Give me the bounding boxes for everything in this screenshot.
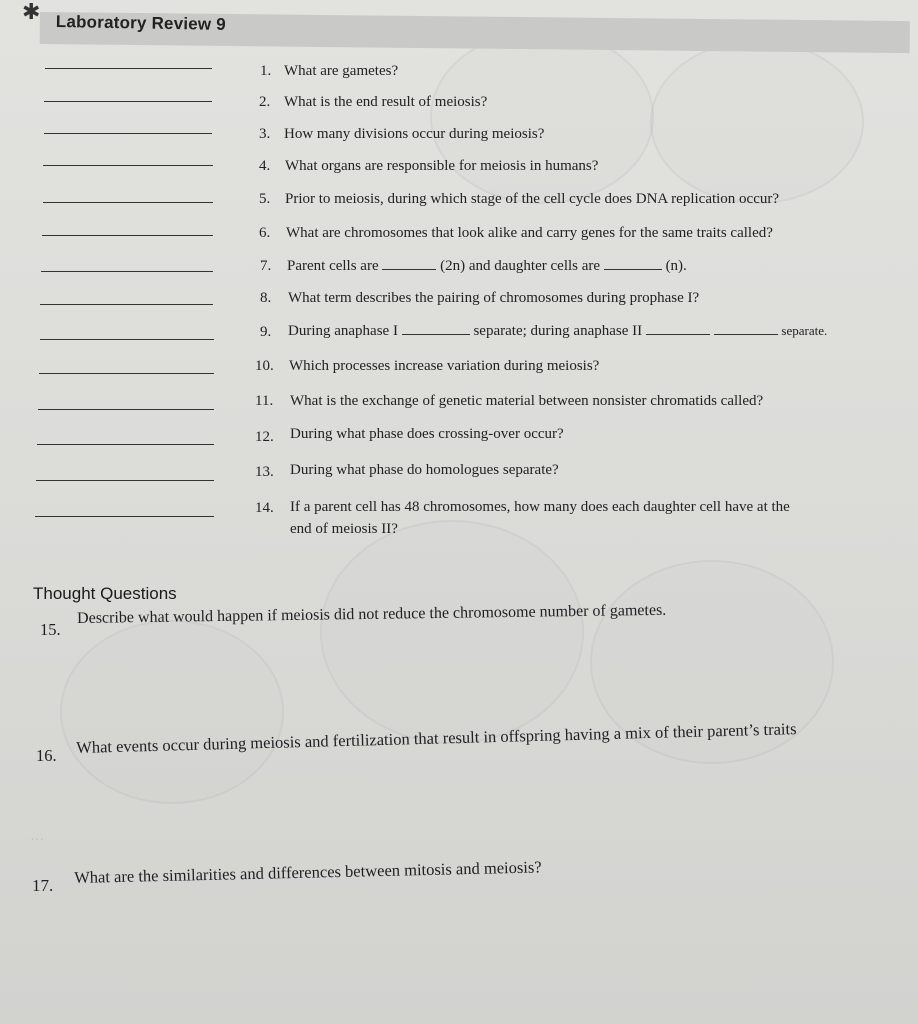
question-number: 13. xyxy=(255,464,274,480)
question-text: What organs are responsible for meiosis in humans? xyxy=(285,158,599,174)
question-7 xyxy=(0,256,918,286)
question-text: How many divisions occur during meiosis? xyxy=(284,126,545,142)
question-number: 4. xyxy=(259,158,271,174)
question-6 xyxy=(0,222,918,252)
question-text: Describe what would happen if meiosis did not reduce the chromosome number of gametes. xyxy=(77,601,667,627)
question-2 xyxy=(0,92,918,122)
question-number: 9. xyxy=(260,324,272,340)
question-5 xyxy=(0,188,918,218)
question-number: 16. xyxy=(36,746,57,765)
background-cell-shape xyxy=(320,520,584,744)
answer-line[interactable] xyxy=(38,409,214,410)
question-10 xyxy=(0,357,918,387)
question-14 xyxy=(0,496,918,546)
question-12 xyxy=(0,426,918,456)
question-13 xyxy=(0,461,918,491)
question-text: What events occur during meiosis and fertilization that result in offspring having a mix of their parent’s traits xyxy=(76,719,797,757)
answer-line[interactable] xyxy=(36,480,214,481)
answer-line[interactable] xyxy=(41,271,213,272)
question-number: 1. xyxy=(260,63,272,79)
answer-line[interactable] xyxy=(39,373,214,374)
question-number: 7. xyxy=(260,258,272,274)
question-text-part: separate; during anaphase II xyxy=(473,323,643,339)
question-text: What are gametes? xyxy=(284,63,399,79)
question-number: 6. xyxy=(259,225,271,241)
question-8 xyxy=(0,289,918,319)
question-number: 15. xyxy=(40,620,61,639)
question-text: Prior to meiosis, during which stage of the cell cycle does DNA replication occur? xyxy=(285,191,780,207)
answer-line[interactable] xyxy=(37,444,214,445)
question-11 xyxy=(0,391,918,421)
fill-in-blank[interactable] xyxy=(402,334,470,335)
question-number: 17. xyxy=(32,876,54,895)
question-text-part: (n). xyxy=(665,258,687,274)
fill-in-blank[interactable] xyxy=(714,334,778,335)
corner-mark: ✱ xyxy=(22,0,41,25)
show-through-text: ··· xyxy=(30,830,44,846)
question-text: What is the end result of meiosis? xyxy=(284,94,488,110)
question-text: What are chromosomes that look alike and carry genes for the same traits called? xyxy=(286,225,773,241)
question-number: 14. xyxy=(255,500,274,516)
question-1 xyxy=(0,60,918,90)
question-text: During what phase does crossing-over occur? xyxy=(290,426,564,442)
question-number: 10. xyxy=(255,358,274,374)
question-text-part: (2n) and daughter cells are xyxy=(440,258,601,274)
answer-line[interactable] xyxy=(35,516,214,517)
question-text-continued: end of meiosis II? xyxy=(290,521,398,537)
question-text-fill-in xyxy=(288,323,827,340)
question-text: Which processes increase variation during meiosis? xyxy=(289,358,600,374)
question-number: 2. xyxy=(259,94,271,110)
question-number: 12. xyxy=(255,429,274,445)
question-text-part: During anaphase I xyxy=(288,323,398,339)
question-text-part: separate. xyxy=(781,323,828,338)
question-text: What is the exchange of genetic material between nonsister chromatids called? xyxy=(290,393,764,409)
section-title: Thought Questions xyxy=(33,584,177,603)
answer-line[interactable] xyxy=(42,235,213,236)
question-text: If a parent cell has 48 chromosomes, how many does each daughter cell have at the xyxy=(290,499,790,515)
question-number: 8. xyxy=(260,290,272,306)
question-number: 5. xyxy=(259,191,271,207)
question-4 xyxy=(0,156,918,186)
question-9 xyxy=(0,323,918,353)
question-text-fill-in xyxy=(287,258,687,275)
question-number: 11. xyxy=(255,393,274,409)
answer-line[interactable] xyxy=(45,68,212,69)
answer-line[interactable] xyxy=(44,101,212,102)
question-3 xyxy=(0,125,918,155)
answer-line[interactable] xyxy=(43,165,213,166)
fill-in-blank[interactable] xyxy=(604,269,662,270)
question-number: 3. xyxy=(259,126,271,142)
answer-line[interactable] xyxy=(43,202,213,203)
page-title: Laboratory Review 9 xyxy=(55,12,227,34)
question-text-part: Parent cells are xyxy=(287,258,379,274)
background-cell-shape xyxy=(60,620,284,804)
answer-line[interactable] xyxy=(40,339,214,340)
answer-line[interactable] xyxy=(44,133,212,134)
question-text: During what phase do homologues separate? xyxy=(290,462,559,478)
answer-line[interactable] xyxy=(40,304,213,305)
question-text: What are the similarities and differences between mitosis and meiosis? xyxy=(74,857,542,887)
question-text: What term describes the pairing of chromosomes during prophase I? xyxy=(288,290,700,306)
fill-in-blank[interactable] xyxy=(646,334,710,335)
fill-in-blank[interactable] xyxy=(382,269,436,270)
